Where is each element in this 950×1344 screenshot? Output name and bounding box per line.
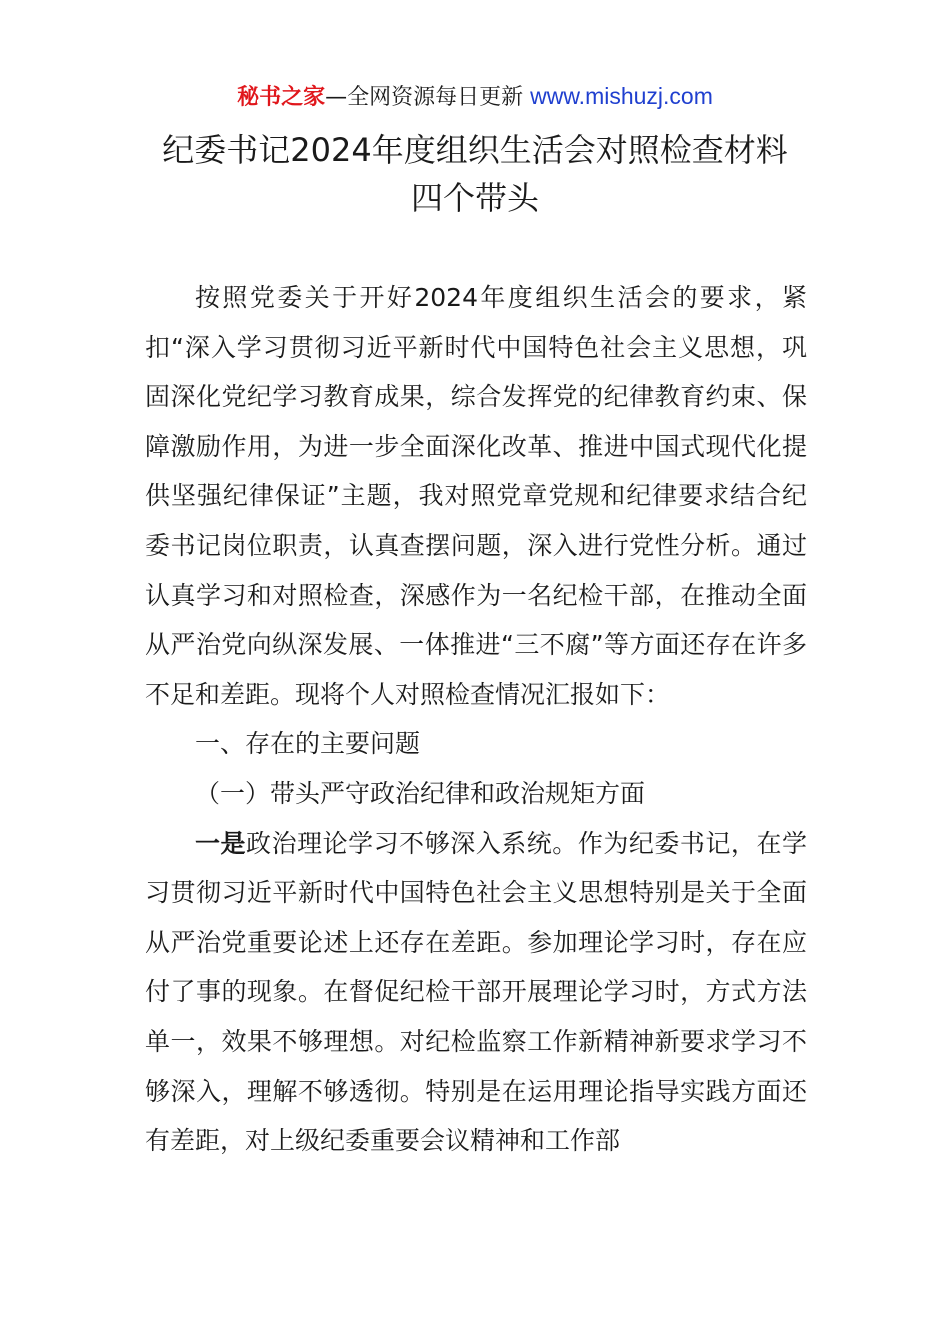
subsection-heading: （一）带头严守政治纪律和政治规矩方面 — [195, 778, 646, 808]
site-header — [0, 80, 950, 114]
intro-paragraph: 按照党委关于开好2024年度组织生活会的要求，紧扣“深入学习贯彻习近平新时代中国特色社会主义思想，巩固深化党纪学习教育成果，综合发挥党的纪律教育约束、保障激励作用，为进一步全面深化改革、推进中国式现代化提供坚强纪律保证”主题，我对照党章党规和纪律要求结合纪委书记岗位职责，认真查摆问题，深入进行党性分析。通过认真学习和对照检查，深感作为一名纪检干部，在推动全面从严治党向纵深发展、一体推进“三不腐”等方面还存在许多不足和差距。现将个人对照检查情况汇报如下： — [145, 283, 807, 709]
header-tagline: —全网资源每日更新 — [325, 85, 531, 110]
section-heading: 一、存在的主要问题 — [195, 729, 421, 759]
item-lead: 一是 — [195, 828, 247, 858]
site-url-link[interactable]: www.mishuzj.com — [530, 83, 713, 109]
item-text: 政治理论学习不够深入系统。作为纪委书记，在学习贯彻习近平新时代中国特色社会主义思想特别是关于全面从严治党重要论述上还存在差距。参加理论学习时，存在应付了事的现象。在督促纪检干部开展理论学习时，方式方法单一，效果不够理想。对纪检监察工作新精神新要求学习不够深入，理解不够透彻。特别是在运用理论指导实践方面还有差距，对上级纪委重要会议精神和工作部 — [145, 828, 807, 1156]
brand-name: 秘书之家 — [237, 85, 326, 110]
document-body — [145, 273, 807, 1166]
title-line-1: 纪委书记2024年度组织生活会对照检查材料 — [162, 131, 788, 169]
title-line-2: 四个带头 — [410, 179, 539, 217]
document-title — [0, 126, 950, 222]
item-paragraph — [145, 819, 807, 1166]
